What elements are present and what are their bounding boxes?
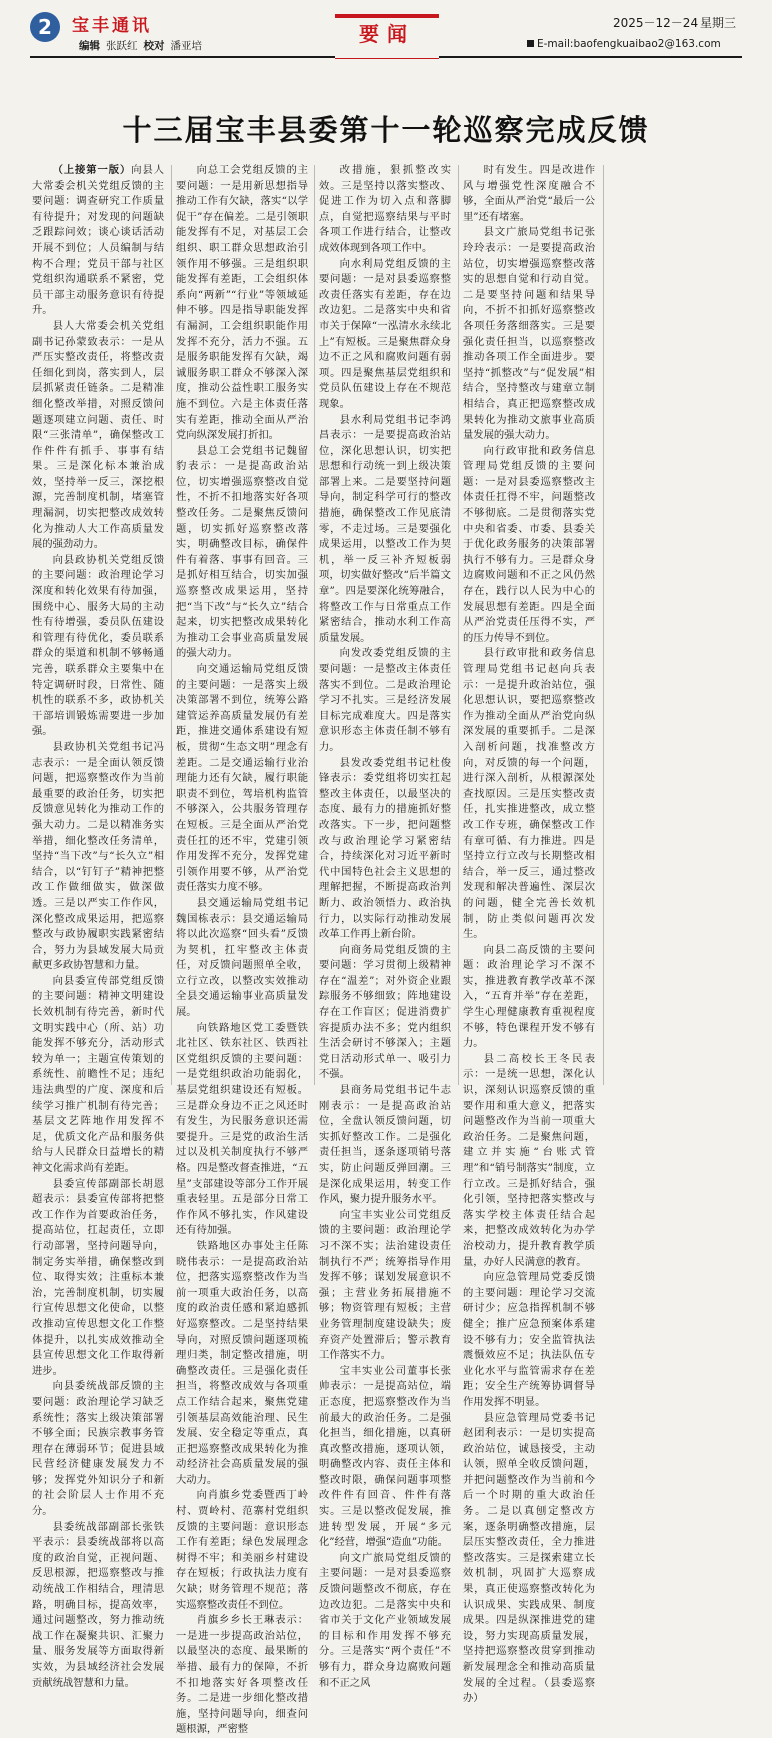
paragraph-text: 改措施，狠抓整改实效。三是坚持以落实整改、促进工作为切入点和落脚点，自觉把巡察结果与平时各项工作进行结合，让整改成效体现到各项工作中。: [319, 164, 451, 254]
paragraph-text: 向县委宣传部党组反馈的主要问题：精神文明建设长效机制有待完善，新时代文明实践中心（所、站）功能发挥不够充分，活动形式较为单一；主题宣传策划的系统性、前瞻性不足；违纪违法典型的广度、深度和后续学习推广机制有待完善；基层文艺阵地作用发挥不足，优质文化产品和服务供给与人民群众日益增长的精神文化需求尚有差距。: [32, 974, 164, 1174]
paragraph-text: 县委统战部副部长张铁平表示：县委统战部将以高度的政治自觉，正视问题、反思根源，把巡察整改与推动统战工作相结合，理清思路，明确目标，提高效率，通过问题整改，努力推动统战工作在凝聚共识、汇聚力量、服务发展等方面取得新实效，为县域经济社会发展贡献统战智慧和力量。: [32, 1520, 164, 1689]
article-paragraph: [319, 257, 451, 413]
article-paragraph: [176, 444, 308, 662]
header-rule-left: [30, 56, 335, 58]
article-paragraph: [32, 163, 164, 319]
paragraph-text: 向行政审批和政务信息管理局党组反馈的主要问题：一是对县委巡察整改主体责任扛得不牢，问题整改不够彻底。二是贯彻落实党中央和省委、市委、县委关于优化政务服务的决策部署执行不够有力。三是群众身边腐败问题和不正之风仍然存在，践行以人民为中心的发展思想有差距。四是全面从严治党责任压得不实，严的压力传导不到位。: [463, 444, 595, 644]
paragraph-text: 县文广旅局党组书记张玲玲表示：一是要提高政治站位，切实增强巡察整改落实的思想自觉和行动自觉。二是要坚持问题和结果导向，不折不扣抓好巡察整改各项任务落细落实。三是要强化责任担当，以巡察整改推动各项工作全面进步。要坚持“抓整改”与“促发展”相结合，坚持整改与建章立制相结合，真正把巡察整改成果转化为推动文旅事业高质量发展的强大动力。: [463, 226, 595, 442]
article-paragraph: [463, 163, 595, 225]
article-paragraph: [176, 1021, 308, 1239]
article-paragraph: [463, 1270, 595, 1410]
issue-weekday: 星期三: [700, 16, 737, 30]
paragraph-text: 县委宣传部副部长胡恩超表示：县委宣传部将把整改工作作为首要政治任务，提高站位，扛起责任，立即行动部署，坚持问题导向，制定务实举措，确保整改到位、取得实效；注重标本兼治，完善制度机制，切实履行宣传思想文化使命，以整改推动宣传思想文化工作整体提升，以扎实成效推动全县宣传思想文化工作取得新进步。: [32, 1177, 164, 1377]
article-paragraph: [176, 163, 308, 444]
proofreader-label: 校对: [143, 40, 165, 52]
proofreader-name: 潘亚培: [170, 40, 202, 52]
article-paragraph: [319, 756, 451, 943]
article-paragraph: [176, 896, 308, 1021]
paragraph-text: 县水利局党组书记李鸿昌表示：一是要提高政治站位，深化思想认识，切实把思想和行动统一到上级决策部署上来。二是要坚持问题导向，制定科学可行的整改措施，确保整改工作见底清零，不走过场。三是要强化成果运用，以整改工作为契机，举一反三补齐短板弱项，切实做好整改“后半篇文章”。四是要深化统筹融合，将整改工作与日常重点工作紧密结合，推动水利工作高质量发展。: [319, 413, 451, 644]
paragraph-text: 铁路地区办事处主任陈晓伟表示：一是提高政治站位，把落实巡察整改作为当前一项重大政治任务，以高度的政治责任感和紧迫感抓好巡察整改。二是坚持结果导向，对照反馈问题逐项梳理归类，制定整改措施，明确整改责任。三是强化责任担当，将整改成效与各项重点工作结合起来，聚焦党建引领基层高效能治理、民生发展、安全稳定等重点，真正把巡察整改成果转化为推动经济社会高质量发展的强大动力。: [176, 1239, 308, 1486]
article-paragraph: [463, 225, 595, 443]
paragraph-text: 县应急管理局党委书记赵团利表示：一是切实提高政治站位，诚恳接受，主动认领，照单全收反馈问题，并把问题整改作为当前和今后一个时期的重大政治任务。二是以真刨定整改方案，逐条明确整改措施，层层压实整改责任，全力推进整改落实。三是探索建立长效机制，巩固扩大巡察成果，真正使巡察整改转化为认识成果、实践成果、制度成果。四是纵深推进党的建设，努力实现高质量发展，坚持把巡察整改贯穿到推动新发展理念全和推动高质量发展的全过程。（县委巡察办）: [463, 1411, 595, 1705]
paragraph-text: 县发改委党组书记杜俊锋表示：委党组将切实扛起整改主体责任，以最坚决的态度、最有力的措施抓好整改落实。下一步，把问题整改与政治理论学习紧密结合，持续深化对习近平新时代中国特色社会主义思想的理解把握，不断提高政治判断力、政治领悟力、政治执行力，以实际行动推动发展改革工作再上新台阶。: [319, 756, 451, 941]
article-paragraph: [176, 1488, 308, 1613]
paragraph-text: 向总工会党组反馈的主要问题：一是用新思想指导推动工作有欠缺，落实“以学促干”存在偏差。二是引领职能发挥有不足，对基层工会组织、职工群众思想政治引领作用不够强。三是组织职能发挥有差距，工会组织体系向“两新”“行业”等领域延伸不够。四是指导职能发挥有漏洞，工会组织职能作用发挥不充分，活力不强。五是服务职能发挥有欠缺，竭诚服务职工群众不够深入深度，推动公益性职工服务实施不到位。六是主体责任落实有差距，推动全面从严治党向纵深发展打折扣。: [176, 164, 308, 442]
article-paragraph: [32, 319, 164, 553]
article-paragraph: [32, 1379, 164, 1519]
paragraph-text: 向发改委党组反馈的主要问题：一是整改主体责任落实不到位。二是政治理论学习不扎实。三是经济发展目标完成难度大。四是落实意识形态主体责任制不够有力。: [319, 647, 451, 753]
article-paragraph: [463, 444, 595, 647]
article-paragraph: [463, 1052, 595, 1270]
paper-masthead: 宝丰通讯: [72, 16, 152, 36]
paragraph-text: 向水利局党组反馈的主要问题：一是对县委巡察整改责任落实有差距，存在边改边犯。二是落实中央和省市关于保障“一泓清水永续北上”有短板。三是聚焦群众身边不正之风和腐败问题有弱项。四是聚焦基层党组织和党员队伍建设上存在不规范现象。: [319, 257, 451, 410]
article-paragraph: [463, 1411, 595, 1707]
paragraph-text: 向宝丰实业公司党组反馈的主要问题：政治理论学习不深不实；法治建设责任制执行不严；统筹指导作用发挥不够；谋划发展意识不强；主营业务拓展措施不够；物资管理有短板；主营业务管理制度建设缺失；废弃资产处置滞后；警示教育工作落实不力。: [319, 1208, 451, 1362]
article-paragraph: [463, 943, 595, 1052]
paragraph-text: 县商务局党组书记牛志刚表示：一是提高政治站位，全盘认领反馈问题，切实抓好整改工作。二是强化责任担当，逐条逐项销号落实，防止问题反弹回潮。三是深化成果运用，转变工作作风，聚力提升服务水平。: [319, 1084, 451, 1206]
article-paragraph: [32, 1520, 164, 1692]
editor-label: 编辑: [79, 40, 100, 52]
paragraph-text: 向交通运输局党组反馈的主要问题：一是落实上级决策部署不到位，统筹公路建管运养高质量发展仍有差距，推进交通体系建设有短板，贯彻“生态文明”理念有差距。二是交通运输行业治理能力还有欠缺，履行职能职责不到位，驾培机构监管不够深入，公共服务管理存在短板。三是全面从严治党责任扛的还不牢，党建引领作用发挥不充分，发挥党建引领作用要不够，从严治党责任落实力度不够。: [176, 663, 308, 894]
paragraph-text: 向铁路地区党工委暨铁北社区、铁东社区、铁西社区党组织反馈的主要问题：一是党组织政治功能弱化，基层党组织建设还有短板。三是群众身边不正之风还时有发生，为民服务意识还需要提升。三是党的政治生活过以及机关制度执行不够严格。四是整改督查推进，“五星”支部建设等部分工作开展重表轻里。五是部分日常工作作风不够扎实，作风建设还有待加强。: [176, 1021, 308, 1237]
article-column-4: [463, 163, 595, 1705]
article-paragraph: [319, 646, 451, 755]
article-paragraph: [319, 1083, 451, 1208]
article-paragraph: [319, 1551, 451, 1691]
contact-email: [527, 38, 721, 50]
email-text: E-mail:baofengkuaibao2@163.com: [537, 38, 721, 50]
paragraph-text: 向县人大常委会机关党组反馈的主要问题：调查研究工作质量有待提升；对发现的问题缺乏跟踪问效；谈心谈话活动开展不到位；人员编制与结构不合理；党员干部与社区党组织沟通联系不紧密，党员干部主动服务意识有待提升。: [32, 164, 164, 317]
paragraph-text: 县行政审批和政务信息管理局党组书记赵向兵表示：一是提升政治站位，强化思想认识，要把巡察整改作为推动全面从严治党向纵深发展的重要抓手。二是深入剖析问题，找准整改方向，对反馈的每一个问题，进行深入剖析，从根源深处查找原因。三是压实整改责任，扎实推进整改，成立整改工作专班，确保整改工作有章可循、有力推进。四是坚持立行立改与长期整改相结合，举一反三，通过整改发现和解决普遍性、深层次的问题，健全完善长效机制，防止类似问题再次发生。: [463, 647, 595, 941]
article-paragraph: [319, 943, 451, 1083]
editor-credits: [79, 38, 202, 53]
continued-from-label: （上接第一版）: [52, 164, 132, 176]
header-rule-right: [439, 56, 742, 58]
paragraph-text: 向县政协机关党组反馈的主要问题：政治理论学习深度和转化效果有待加强，围绕中心、服务大局的主动性有待增强，委员队伍建设和管理有待优化，委员联系群众的渠道和机制不够畅通完善，联系群众主要集中在特定调研时段，日常性、随机性的联系不多，政协机关干部培训锻炼需要进一步加强。: [32, 553, 164, 738]
article-paragraph: [463, 646, 595, 942]
issue-date: 2025－12－24: [613, 16, 699, 30]
article-paragraph: [176, 1613, 308, 1738]
article-headline: 十三届宝丰县委第十一轮巡察完成反馈: [122, 113, 650, 147]
paragraph-text: 向文广旅局党组反馈的主要问题：一是对县委巡察反馈问题整改不彻底，存在边改边犯。二是落实中央和省市关于文化产业领域发展的目标和作用发挥不够充分。三是落实“两个责任”不够有力，群众身边腐败问题和不正之风: [319, 1551, 451, 1689]
article-column-1: [32, 163, 164, 1689]
paragraph-text: 向应急管理局党委反馈的主要问题：理论学习交流研讨少；应急指挥机制不够健全；推广应急预案体系建设不够有力；安全监管执法震慑效应不足；执法队伍专业化水平与监管需求存在差距；安全生产统筹协调督导作用发挥不明显。: [463, 1271, 595, 1408]
article-column-2: [176, 163, 308, 1736]
page-number-badge: 2: [30, 12, 60, 42]
paragraph-text: 县交通运输局党组书记魏国栋表示：县交通运输局将以此次巡察“回头看”反馈为契机，扛牢整改主体责任，对反馈问题照单全收，立行立改，以整改实效推动全县交通运输事业高质量发展。: [176, 896, 308, 1019]
editor-name: 张跃红: [106, 40, 138, 52]
article-paragraph: [319, 1364, 451, 1551]
article-paragraph: [176, 662, 308, 896]
article-paragraph: [32, 974, 164, 1177]
paragraph-text: 县总工会党组书记魏留豹表示：一是提高政治站位，切实增强巡察整改自觉性，不折不扣地落实好各项整改任务。二是聚焦反馈问题，切实抓好巡察整改落实，明确整改目标，确保件件有着落、事事有回音。三是抓好相互结合，切实加强巡察整改成果运用，坚持把“当下改”与“长久立”结合起来，切实把整改成果转化为推动工会事业高质量发展的强大动力。: [176, 444, 308, 660]
paragraph-text: 向肖旗乡党委暨西丁岭村、贾岭村、范寨村党组织反馈的主要问题：意识形态工作有差距；绿色发展理念树得不牢；和美丽乡村建设存在短板；行政执法力度有欠缺；财务管理不规范；落实巡察整改责任不到位。: [176, 1489, 308, 1611]
paragraph-text: 县政协机关党组书记冯志表示：一是全面认领反馈问题，把巡察整改作为当前最重要的政治任务，切实把反馈意见转化为推动工作的强大动力。二是以精准务实举措，细化整改任务清单，坚持“当下改”与“长久立”相结合，以“钉钉子”精神把整改工作做细做实，做深做透。三是以严实工作作风，深化整改成果运用，把巡察整改与政协履职实践紧密结合，努力为县域发展大局贡献更多政协智慧和力量。: [32, 740, 164, 972]
article-column-3: [319, 163, 451, 1689]
paragraph-text: 向商务局党组反馈的主要问题：学习贯彻上级精神存在“温差”；对外资企业跟踪服务不够细致；阵地建设存在工作盲区；促进消费扩容提质办法不多；党内组织生活会研讨不够深入；主题党日活动形式单一、吸引力不强。: [319, 943, 451, 1081]
article-paragraph: [319, 413, 451, 647]
article-paragraph: [319, 1208, 451, 1364]
column-divider: [603, 165, 604, 1085]
article-paragraph: [32, 1177, 164, 1380]
paragraph-text: 县人大常委会机关党组副书记孙蒙致表示：一是从严压实整改责任，将整改责任细化到岗，落实到人，层层抓紧责任链条。二是精准细化整改举措，对照反馈问题逐项建立问题、责任、时限“三张清单”，确保整改工作件件有抓手、事事有结果。三是深化标本兼治成效，坚持举一反三，深挖根源，完善制度机制，堵塞管理漏洞，切实把整改成效转化为推动人大工作高质量发展的强劲动力。: [32, 319, 164, 551]
paragraph-text: 肖旗乡乡长王琳表示：一是进一步提高政治站位，以最坚决的态度、最果断的举措、最有力的保障，不折不扣地落实好各项整改任务。二是进一步细化整改措施，坚持问题导向，细查问题根源，严密整: [176, 1614, 308, 1736]
email-bullet-icon: [527, 40, 534, 47]
paragraph-text: 宝丰实业公司董事长张帅表示：一是提高站位，端正态度，把巡察整改作为当前最大的政治任务。二是强化担当，细化措施，以真研真改整改措施，逐项认领，明确整改内容、责任主体和整改时限，确保问题事项整改件件有回音、件件有落实。三是以整改促发展，推进转型发展，开展“多元化”经营，增强“造血”功能。: [319, 1364, 451, 1549]
section-label: 要闻: [359, 22, 415, 46]
paragraph-text: 向县委统战部反馈的主要问题：政治理论学习缺乏系统性；落实上级决策部署不够全面；民族宗教事务管理存在薄弱环节；促进县域民营经济健康发展发力不够；发挥党外知识分子和新的社会阶层人士作用不充分。: [32, 1380, 164, 1518]
article-paragraph: [32, 740, 164, 974]
paragraph-text: 县二高校长王冬民表示：一是统一思想，深化认识，深刻认识巡察反馈的重要作用和重大意义，把落实问题整改作为当前一项重大政治任务。二是聚焦问题，建立并实施“台账式管理”和“销号制落实”制度，立行立改。三是抓好结合，强化引领，坚持把落实整改与落实学校主体责任结合起来，把整改成效转化为办学治校动力，提升教育教学质量，办好人民满意的教育。: [463, 1052, 595, 1268]
article-paragraph: [32, 553, 164, 740]
column-divider: [458, 165, 459, 1085]
column-divider: [171, 165, 172, 1085]
paragraph-text: 时有发生。四是改进作风与增强党性深度融合不够，全面从严治党“最后一公里”还有堵塞。: [463, 164, 595, 223]
article-paragraph: [319, 163, 451, 257]
article-paragraph: [176, 1239, 308, 1489]
column-divider: [314, 165, 315, 1085]
paragraph-text: 向县二高反馈的主要问题：政治理论学习不深不实，推进教育教学改革不深入，“五育并举”存在差距，学生心理健康教育重视程度不够，特色课程开发不够有力。: [463, 943, 595, 1050]
